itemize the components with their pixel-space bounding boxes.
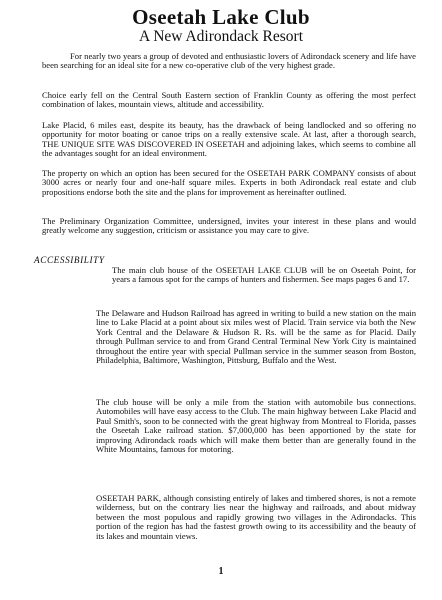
lake-placid-paragraph: Lake Placid, 6 miles east, despite its beauty, has the drawback of being landlocked and so offering no opportunity for motor boating or canoe trips on a really extensive scale. At last, after a thorough search, THE UNIQUE SITE WAS DISCOVERED IN OSEETAH and adjoining lakes, which seems to combine all the advantages sought for an ideal environment. — [42, 120, 416, 159]
automobile-paragraph: The club house will be only a mile from the station with automobile bus connections. Automobiles will have easy access to the Club. The main highway between Lake Placid and Paul Smith's, soon to be connected with the great highway from Montreal to Florida, passes the Oseetah Lake railroad station. $7,000,000 has been apportioned by the state for improving Adirondack roads which will make them better than are generally found in the White Mountains, famous for motoring. — [96, 397, 416, 455]
document-subtitle: A New Adirondack Resort — [138, 28, 303, 45]
club-house-paragraph: The main club house of the OSEETAH LAKE CLUB will be on Oseetah Point, for years a famous spot for the camps of hunters and fishermen. See maps pages 6 and 17. — [112, 265, 416, 285]
page-number: 1 — [218, 566, 224, 577]
committee-paragraph: The Preliminary Organization Committee, undersigned, invites your interest in these plans and would greatly welcome any suggestion, criticism or assistance you may care to give. — [42, 216, 416, 236]
intro-paragraph: For nearly two years a group of devoted and enthusiastic lovers of Adirondack scenery and life have been searching for an ideal site for a new co-operative club of the very highest grade. — [42, 51, 416, 71]
site-choice-paragraph: Choice early fell on the Central South Eastern section of Franklin County as offering the most perfect combination of lakes, mountain views, altitude and accessibility. — [42, 90, 416, 110]
property-paragraph: The property on which an option has been secured for the OSEETAH PARK COMPANY consists of about 3000 acres or nearly four and one-half square miles. Experts in both Adirondack real estate and club propositions endorse both the site and the plans for improvement as hereinafter outlined. — [42, 168, 416, 197]
document-title: Oseetah Lake Club — [132, 5, 310, 29]
oseetah-park-paragraph: OSEETAH PARK, although consisting entirely of lakes and timbered shores, is not a remote wilderness, but on the contrary lies near the highway and railroads, and about midway between the most populous and rapidly growing two villages in the Adirondacks. This portion of the region has had the fastest growth owing to its accessibility and the beauty of its lakes and mountain views. — [96, 493, 416, 541]
section-heading-accessibility: ACCESSIBILITY — [34, 255, 105, 265]
railroad-paragraph: The Delaware and Hudson Railroad has agreed in writing to build a new station on the main line to Lake Placid at a point about six miles west of Placid. Train service via both the New York Central and the Delaware & Hudson R. Rs. will be the same as for Placid. Daily through Pullman service to and from Grand Central Terminal New York City is maintained throughout the entire year with special Pullman service in the summer season from Boston, Philadelphia, Baltimore, Washington, Pittsburg, Buffalo and the West. — [96, 308, 416, 366]
